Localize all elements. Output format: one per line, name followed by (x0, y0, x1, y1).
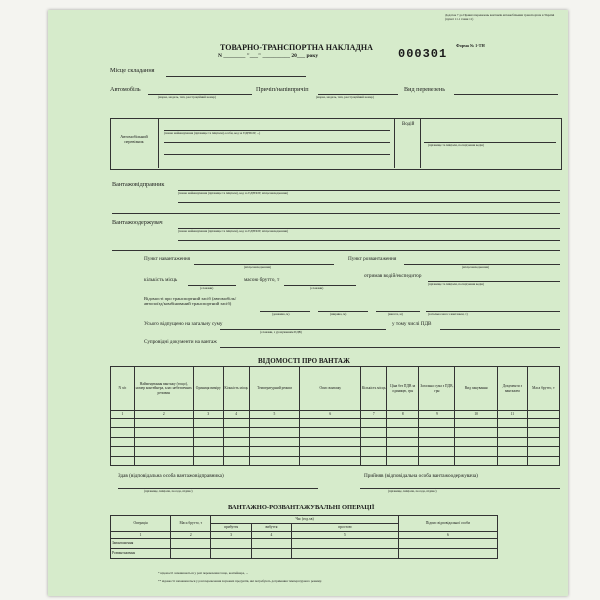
shipper-hint: (повне найменування (прізвище та ініціали), код за ЄДРПОУ, місцезнаходження) (178, 191, 288, 195)
trailer-hint: (марка, модель, тип, реєстраційний номер) (316, 95, 374, 99)
unloading-point-label: Пункт розвантаження (348, 256, 397, 262)
width-hint: (ширина, м) (330, 312, 347, 316)
cargo-header-price: Ціна без ПДВ за одиницю, грн (387, 367, 419, 411)
ops-header-arrival: прибуття (211, 523, 251, 531)
transport-info-label: Відомості про транспортний засіб (автомобіль/автопоїзд/комбінований транспортний засіб) (144, 296, 237, 307)
cargo-header-gross: Маса брутто, т (527, 367, 559, 411)
accepted-label: Прийняв (відповідальна особа вантажоодержувача) (364, 473, 478, 479)
ops-title: ВАНТАЖНО-РОЗВАНТАЖУВАЛЬНІ ОПЕРАЦІЇ (228, 504, 375, 511)
handed-hint: (прізвище, ініціали, посада, підпис) (144, 489, 193, 493)
ops-row-loading: Завантаження (111, 538, 171, 548)
ops-header-operation: Операція (111, 516, 171, 532)
ops-num: 6 (398, 531, 497, 538)
cargo-header-places: Кількість місць (223, 367, 249, 411)
total-sum-field[interactable] (220, 329, 386, 330)
transport-type-label: Вид перевезень (404, 86, 446, 93)
ops-header-time: Час (год.хв) (211, 516, 398, 524)
vat-label: у тому числі ПДВ (392, 321, 432, 327)
ops-num: 5 (292, 531, 399, 538)
cargo-header-docs: Документи з вантажем (497, 367, 527, 411)
docs-field[interactable] (220, 347, 560, 348)
table-row[interactable] (111, 447, 560, 456)
cargo-num: 6 (300, 411, 361, 419)
cargo-num: 4 (223, 411, 249, 419)
accepted-hint: (прізвище, ініціали, посада, підпис) (388, 489, 437, 493)
cargo-num: 1 (111, 411, 135, 419)
cargo-header-count: Кількість місць (361, 367, 387, 411)
ops-header-departure: вибуття (251, 523, 291, 531)
driver-label: Водій (402, 122, 415, 127)
cargo-header-name: Найменування вантажу (тощо), номер контейнера, клас небезпечних речовин (134, 367, 193, 411)
cargo-num: 10 (455, 411, 497, 419)
carrier-block (110, 118, 562, 170)
vat-field[interactable] (440, 329, 560, 330)
received-hint: (прізвище та ініціали, посвідчення водія) (428, 282, 484, 286)
place-label: Місце складання (110, 67, 155, 74)
consignee-hint: (повне найменування (прізвище та ініціали), код за ЄДРПОУ, місцезнаходження) (178, 229, 288, 233)
form-number: Форма № 1-ТН (456, 43, 485, 48)
cargo-table (110, 366, 560, 466)
corner-note: Додаток 7 до Правил перевезень вантажів автомобільним транспортом в Україні (пункт 11.1 глави 11) (445, 13, 555, 21)
ops-num: 2 (171, 531, 211, 538)
document-title: ТОВАРНО-ТРАНСПОРТНА НАКЛАДНА (220, 43, 373, 52)
shipper-label: Вантажовідправник (112, 181, 165, 188)
ops-num: 3 (211, 531, 251, 538)
vehicle-hint: (марка, модель, тип, реєстраційний номер) (158, 95, 216, 99)
cargo-header-no: N з/п (111, 367, 135, 411)
cargo-num: 11 (497, 411, 527, 419)
sum-hint: (словами, з урахуванням ПДВ) (260, 330, 302, 334)
ops-table (110, 515, 498, 559)
cargo-num: 2 (134, 411, 193, 419)
ops-header-sign: Підпис відповідальної особи (398, 516, 497, 532)
waybill-sheet (48, 10, 568, 596)
carrier-label: Автомобільний перевізник (120, 134, 148, 144)
total-weight-hint: (загальна маса з вантажем, т) (428, 312, 468, 316)
cargo-title: ВІДОМОСТІ ПРО ВАНТАЖ (258, 357, 350, 365)
ops-header-idle: простою (292, 523, 399, 531)
cargo-header-sum: Загальна сума з ПДВ, грн (419, 367, 455, 411)
cargo-header-unit: Одиниця виміру (193, 367, 223, 411)
received-label: отримав водій/експедитор (364, 273, 422, 279)
loading-point-label: Пункт навантаження (144, 256, 191, 262)
footnote-1: * відомості заповнюються у разі перевезення тощо, контейнера, ... (158, 571, 249, 575)
ops-header-gross: Маса брутто, т (171, 516, 211, 532)
places-hint: (словами) (200, 286, 214, 290)
cargo-num: 8 (387, 411, 419, 419)
carrier-hint: (повне найменування (прізвище та ініціали) особи, код за ЄДРПОУ, ...) (164, 131, 261, 135)
serial-number: 000301 (398, 47, 448, 61)
consignee-label: Вантажоодержувач (112, 219, 163, 226)
transport-type-field[interactable] (454, 94, 558, 95)
cargo-num: 3 (193, 411, 223, 419)
total-sum-label: Усього відпущено на загальну суму (144, 321, 223, 327)
ops-row-unloading: Розвантаження (111, 548, 171, 558)
cargo-header-desc: Опис вантажу (300, 367, 361, 411)
driver-hint: (прізвище та ініціали, посвідчення водія) (428, 143, 484, 147)
unloading-hint: (місцезнаходження) (462, 265, 490, 269)
cargo-header-pack: Вид пакування (455, 367, 497, 411)
cargo-num: 9 (419, 411, 455, 419)
height-hint: (висота, м) (388, 312, 403, 316)
footnote-2: ** відомості заповнюються у разі перевезення харчових продуктів, які потребують дотримання температурного режиму. (158, 579, 322, 583)
trailer-label: Причіп/напівпричіп (256, 86, 309, 93)
handed-label: Здав (відповідальна особа вантажовідправника) (118, 473, 224, 479)
docs-label: Супровідні документи на вантаж (144, 339, 217, 345)
ops-num: 4 (251, 531, 291, 538)
places-label: кількість місць (144, 277, 178, 283)
table-row[interactable] (111, 437, 560, 446)
table-row[interactable] (111, 548, 498, 558)
gross-hint: (словами) (310, 286, 324, 290)
number-date-line: N ________ "___" __________ 20___ року (218, 53, 319, 59)
table-row[interactable] (111, 428, 560, 437)
cargo-header-temp: Температурний режим (249, 367, 300, 411)
length-hint: (довжина, м) (272, 312, 290, 316)
vehicle-label: Автомобіль (110, 86, 141, 93)
loading-hint: (місцезнаходження) (244, 265, 272, 269)
place-field[interactable] (166, 76, 306, 77)
table-row[interactable] (111, 538, 498, 548)
gross-label: масою брутто, т (244, 277, 280, 283)
cargo-num: 5 (249, 411, 300, 419)
table-row[interactable] (111, 456, 560, 465)
cargo-num: 7 (361, 411, 387, 419)
table-row[interactable] (111, 419, 560, 428)
ops-num: 1 (111, 531, 171, 538)
